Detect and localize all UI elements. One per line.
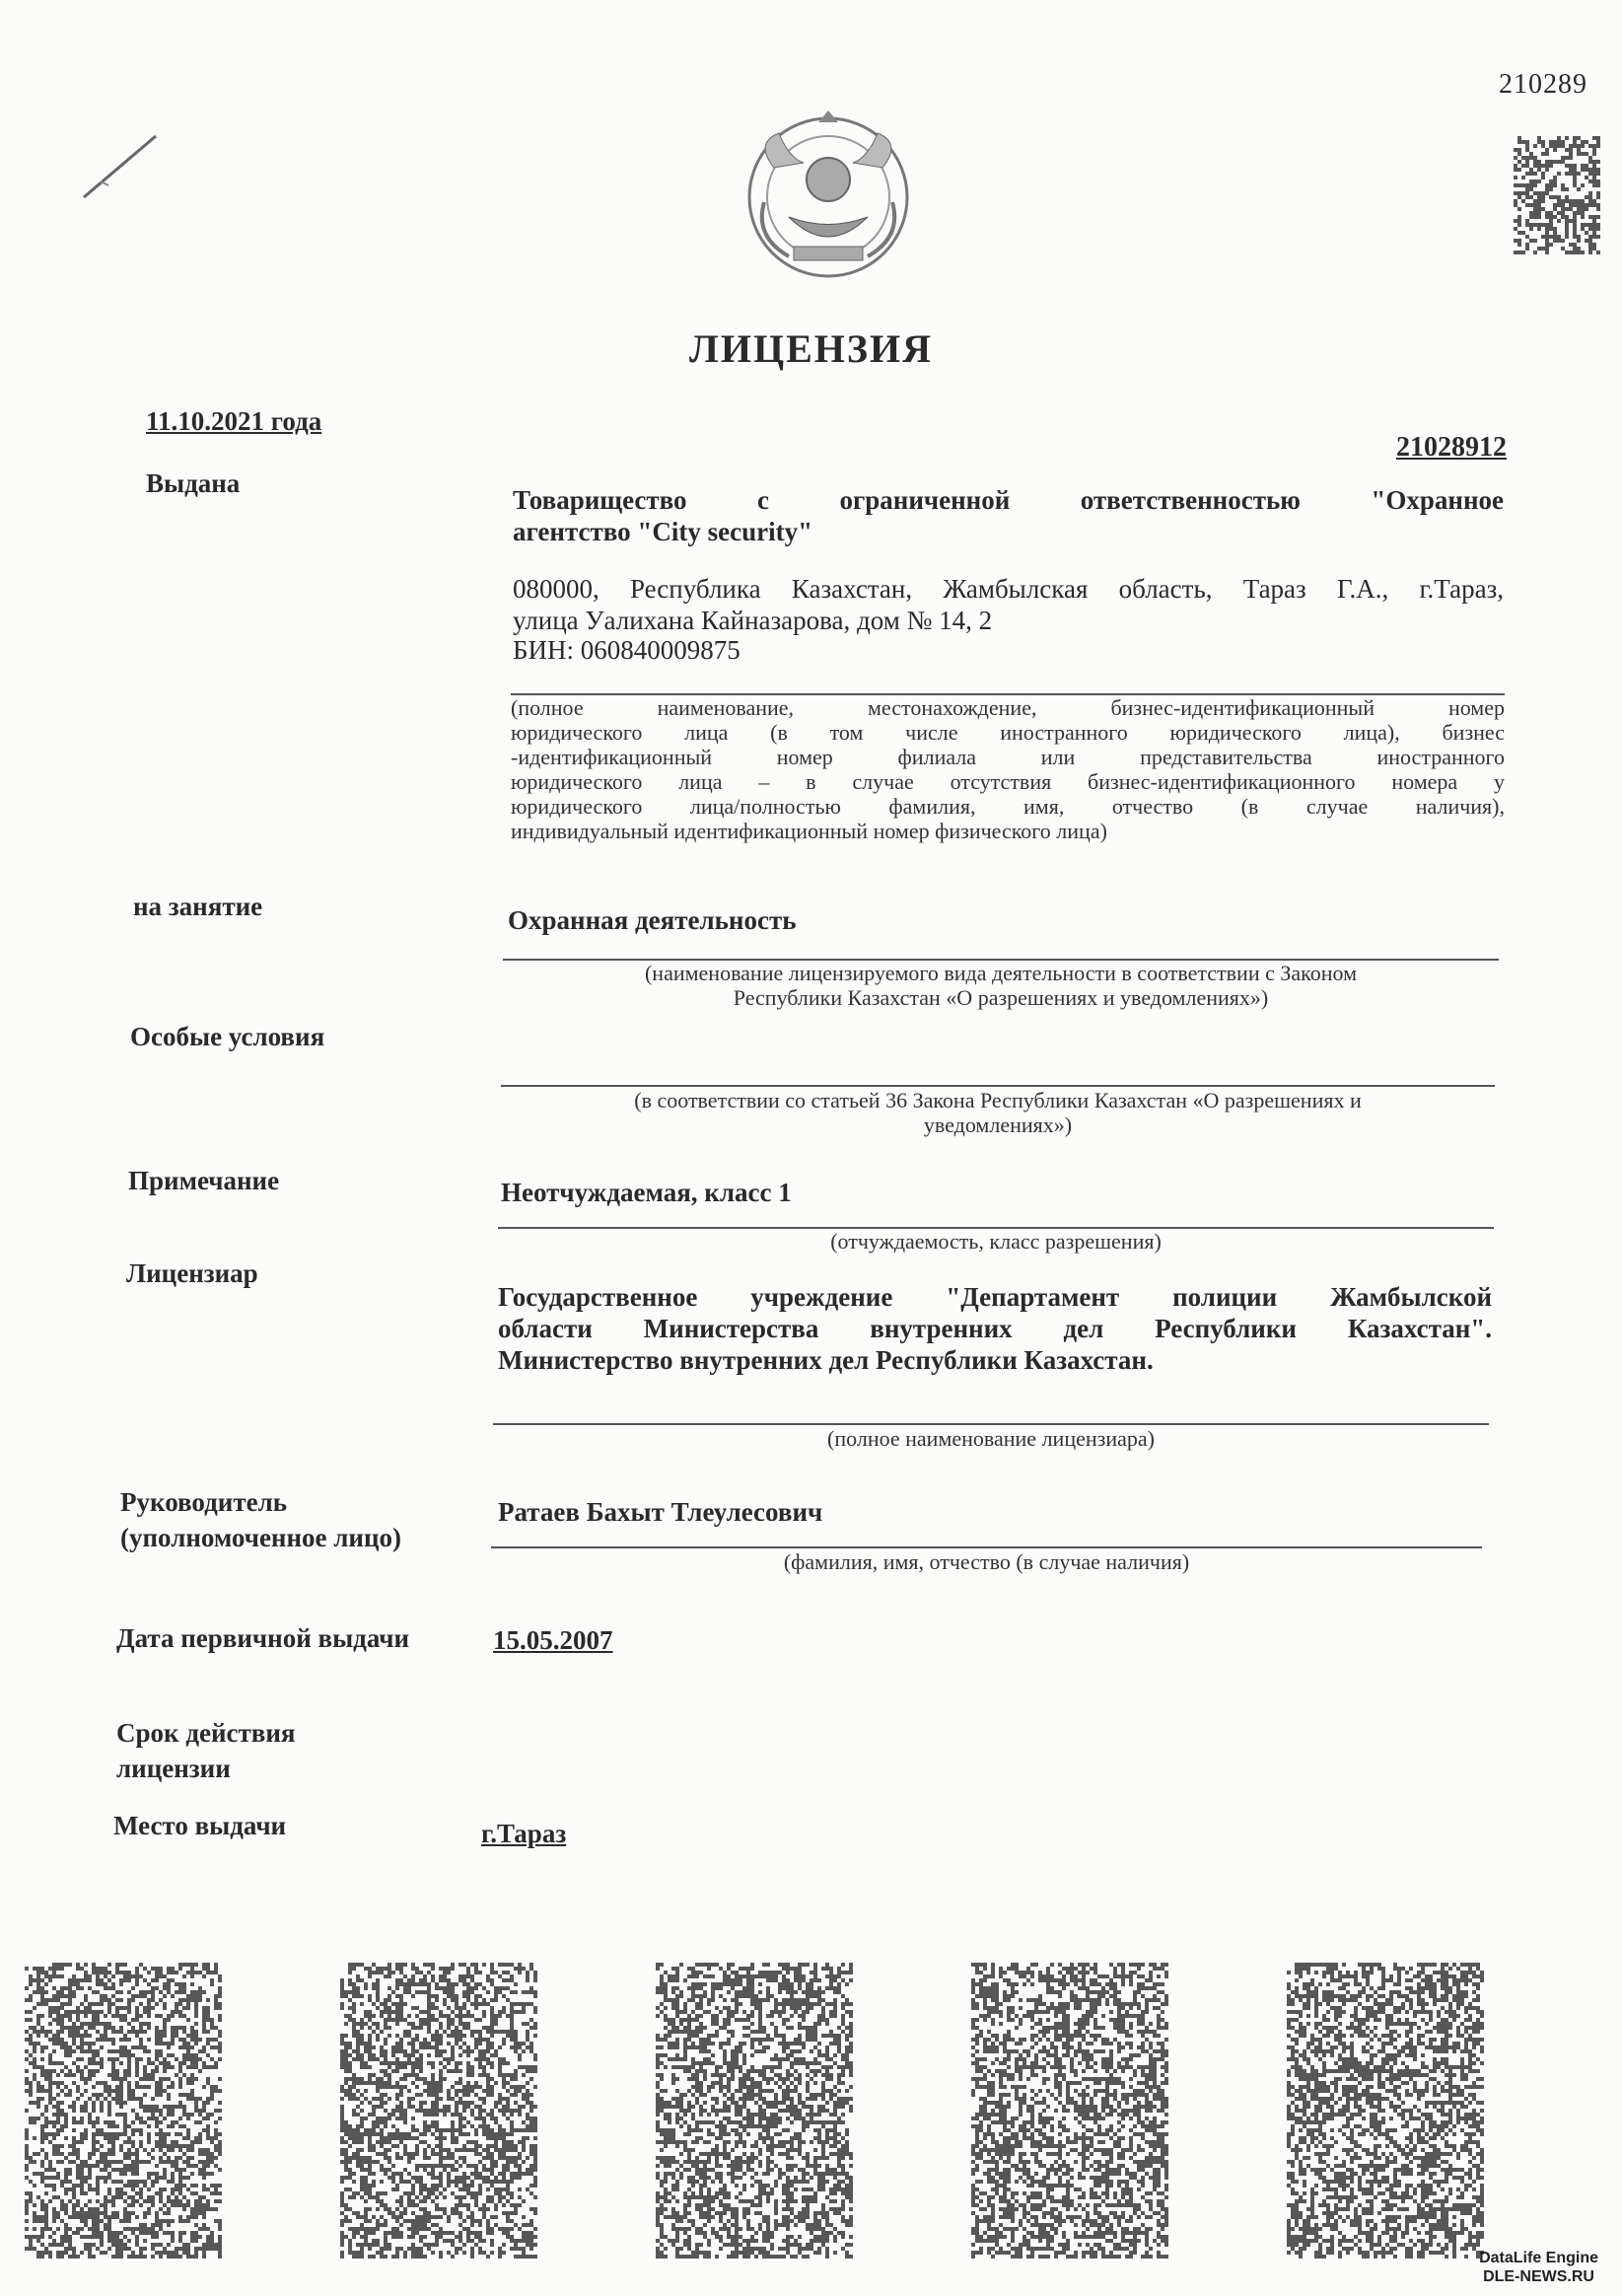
issued-to-address-line2: улица Уалихана Кайназарова, дом № 14, 2 xyxy=(513,606,993,635)
document-number: 210289 xyxy=(1499,69,1587,100)
activity-caption-line: (наименование лицензируемого вида деятельности в соответствии с Законом xyxy=(644,961,1358,985)
watermark-line1: DataLife Engine xyxy=(1479,2250,1598,2266)
issued-to-address-line1: 080000, Республика Казахстан, Жамбылская область, Тараз Г.А., г.Тараз, xyxy=(513,574,1504,604)
licensor-line3: Министерство внутренних дел Республики Казахстан. xyxy=(498,1345,1154,1375)
place-value: г.Тараз xyxy=(481,1819,567,1848)
qr-code-icon xyxy=(656,1963,853,2259)
issued-to-caption-line: (полное наименование, местонахождение, бизнес-идентификационный номер xyxy=(511,695,1505,720)
head-value: Ратаев Бахыт Тлеулесович xyxy=(498,1497,823,1527)
special-conditions-rule xyxy=(501,1085,1495,1087)
issued-to-caption xyxy=(511,695,1505,843)
licensor-rule xyxy=(493,1423,1489,1425)
qr-code-icon xyxy=(1287,1963,1484,2259)
head-label-line2: (уполномоченное лицо) xyxy=(120,1523,402,1552)
qr-code-icon xyxy=(25,1963,222,2259)
note-label: Примечание xyxy=(128,1166,280,1195)
activity-caption-line: Республики Казахстан «О разрешениях и уведомлениях») xyxy=(733,985,1269,1010)
special-conditions-caption-line: (в соответствии со статьей 36 Закона Республики Казахстан «О разрешениях и xyxy=(634,1088,1362,1112)
issued-to-caption-line: юридического лица/полностью фамилия, имя, отчество (в случае наличия), xyxy=(511,794,1505,819)
activity-label: на занятие xyxy=(133,892,263,921)
note-caption: (отчуждаемость, класс разрешения) xyxy=(830,1229,1162,1254)
state-emblem-icon xyxy=(735,108,922,281)
issued-to-caption-line: индивидуальный идентификационный номер физического лица) xyxy=(511,819,1107,843)
first-issue-value: 15.05.2007 xyxy=(493,1625,613,1655)
head-caption: (фамилия, имя, отчество (в случае наличия) xyxy=(783,1549,1190,1574)
issued-to-caption-line: -идентификационный номер филиала или представительства иностранного xyxy=(511,745,1505,769)
licensor-line1: Государственное учреждение "Департамент полиции Жамбылской xyxy=(498,1282,1492,1312)
watermark xyxy=(1479,2249,1598,2286)
licensor-line2: области Министерства внутренних дел Республики Казахстан". xyxy=(498,1314,1492,1343)
special-conditions-label: Особые условия xyxy=(130,1022,325,1051)
validity-label-line2: лицензии xyxy=(116,1754,231,1783)
issued-to-label: Выдана xyxy=(146,468,241,498)
head-rule xyxy=(491,1546,1482,1548)
activity-caption xyxy=(503,961,1499,1010)
issued-to-name-line2: агентство "City security" xyxy=(513,517,813,546)
activity-value: Охранная деятельность xyxy=(508,905,797,935)
licensor-label: Лицензиар xyxy=(126,1258,258,1288)
issued-to-name-line1: Товарищество с ограниченной ответственностью "Охранное xyxy=(513,485,1504,515)
issued-to-caption-line: юридического лица (в том числе иностранного юридического лица), бизнес xyxy=(511,720,1505,745)
special-conditions-caption xyxy=(501,1088,1495,1137)
special-conditions-caption-line: уведомлениях») xyxy=(923,1112,1073,1137)
issued-to-bin: БИН: 060840009875 xyxy=(513,635,740,665)
qr-code-icon xyxy=(971,1963,1168,2259)
head-label-line1: Руководитель xyxy=(120,1487,288,1517)
issued-to-caption-line: юридического лица – в случае отсутствия бизнес-идентификационного номера у xyxy=(511,769,1505,794)
licensor-caption: (полное наименование лицензиара) xyxy=(827,1426,1155,1451)
qr-code-icon xyxy=(340,1963,537,2259)
first-issue-label: Дата первичной выдачи xyxy=(116,1623,410,1653)
place-label: Место выдачи xyxy=(113,1811,287,1840)
document-title: ЛИЦЕНЗИЯ xyxy=(689,326,933,371)
validity-label-line1: Срок действия xyxy=(116,1718,296,1748)
watermark-line2: DLE-NEWS.RU xyxy=(1483,2268,1594,2285)
qr-code-icon xyxy=(1514,136,1600,254)
pen-mark xyxy=(79,126,168,205)
note-value: Неотчуждаемая, класс 1 xyxy=(501,1178,792,1207)
issue-date: 11.10.2021 года xyxy=(146,406,322,436)
license-number: 21028912 xyxy=(1396,432,1507,463)
